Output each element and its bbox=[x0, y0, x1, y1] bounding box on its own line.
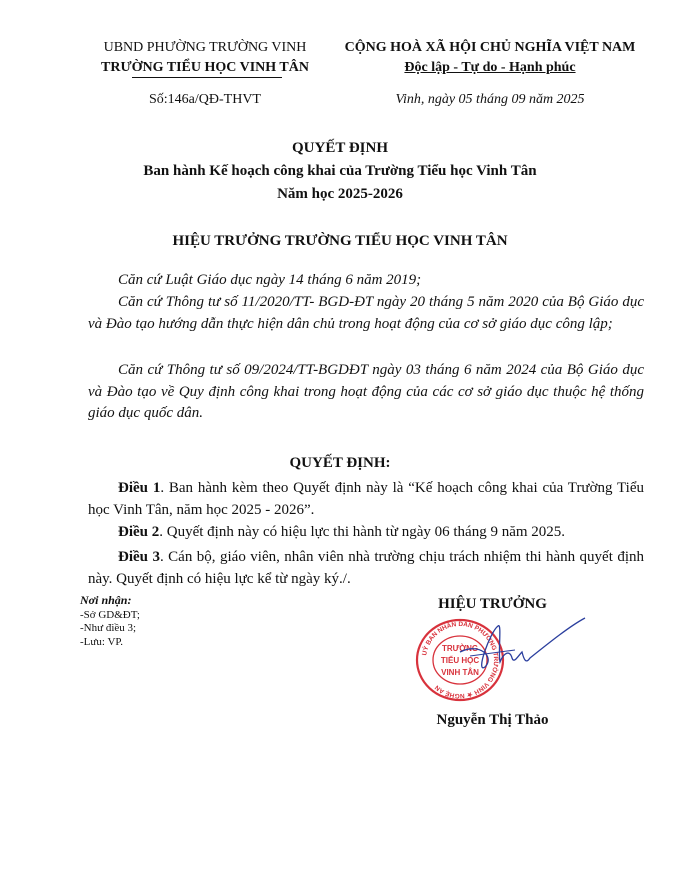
decision-heading: QUYẾT ĐỊNH: bbox=[289, 455, 391, 471]
recipient-item: -Sở GD&ĐT; bbox=[80, 609, 140, 621]
date-place: Vinh, ngày 05 tháng 09 năm 2025 bbox=[395, 92, 585, 107]
doc-year: Năm học 2025-2026 bbox=[277, 186, 403, 202]
article-2 bbox=[88, 522, 644, 544]
doc-number: Số:146a/QĐ-THVT bbox=[149, 92, 261, 107]
school-name-underline bbox=[132, 77, 282, 78]
svg-text:VINH TÂN: VINH TÂN bbox=[441, 668, 479, 677]
signer-name: Nguyễn Thị Thảo bbox=[436, 712, 549, 728]
signer-title: HIỆU TRƯỞNG bbox=[438, 596, 547, 612]
svg-text:TRƯỜNG: TRƯỜNG bbox=[441, 644, 479, 653]
basis-1: Căn cứ Luật Giáo dục ngày 14 tháng 6 năm 2019; bbox=[118, 272, 422, 288]
issuing-authority: UBND PHƯỜNG TRƯỜNG VINH bbox=[103, 40, 307, 55]
article-3-text: . Cán bộ, giáo viên, nhân viên nhà trường chịu trách nhiệm thi hành quyết định này. Quyết định có hiệu lực kể từ ngày ký./. bbox=[88, 549, 645, 587]
school-name bbox=[80, 58, 330, 78]
national-motto-text: Độc lập - Tự do - Hạnh phúc bbox=[404, 60, 576, 75]
article-1-text: . Ban hành kèm theo Quyết định này là “Kế hoạch công khai của Trường Tiểu học Vinh Tân, năm học 2025 - 2026”. bbox=[88, 480, 645, 518]
doc-subtitle: Ban hành Kế hoạch công khai của Trường Tiểu học Vinh Tân bbox=[143, 163, 537, 179]
national-title: CỘNG HOÀ XÃ HỘI CHỦ NGHĨA VIỆT NAM bbox=[344, 40, 636, 55]
recipient-item: -Lưu: VP. bbox=[80, 636, 124, 648]
authority-heading: HIỆU TRƯỞNG TRƯỜNG TIỂU HỌC VINH TÂN bbox=[172, 233, 508, 249]
signature-scribble-icon bbox=[440, 612, 590, 682]
article-2-label: Điều 2 bbox=[118, 524, 160, 540]
svg-text:TIỂU HỌC: TIỂU HỌC bbox=[440, 656, 480, 665]
basis-2: Căn cứ Thông tư số 11/2020/TT- BGD-ĐT ngày 20 tháng 5 năm 2020 của Bộ Giáo dục và Đào tạo hướng dẫn thực hiện dân chủ trong hoạt động của cơ sở giáo dục công lập; bbox=[88, 294, 644, 332]
article-1-label: Điều 1 bbox=[118, 480, 161, 496]
recipient-item: -Như điều 3; bbox=[80, 622, 137, 634]
article-1 bbox=[88, 478, 644, 521]
national-motto bbox=[330, 58, 650, 78]
school-name-text: TRƯỜNG TIỂU HỌC VINH TÂN bbox=[101, 60, 309, 75]
recipients-heading: Nơi nhận: bbox=[80, 593, 132, 607]
article-2-text: . Quyết định này có hiệu lực thi hành từ ngày 06 tháng 9 năm 2025. bbox=[159, 524, 566, 540]
article-3 bbox=[88, 547, 644, 590]
article-3-label: Điều 3 bbox=[118, 549, 160, 565]
doc-title: QUYẾT ĐỊNH bbox=[292, 140, 388, 156]
basis-3: Căn cứ Thông tư số 09/2024/TT-BGDĐT ngày 03 tháng 6 năm 2024 của Bộ Giáo dục và Đào tạo về Quy định công khai trong hoạt động của các cơ sở giáo dục thuộc hệ thống giáo dục quốc dân. bbox=[88, 362, 644, 421]
svg-text:UỶ BAN NHÂN DÂN PHƯỜNG TRƯỜNG: UỶ BAN NHÂN DÂN PHƯỜNG TRƯỜNG VINH ★ NGHỆ AN bbox=[421, 620, 500, 700]
